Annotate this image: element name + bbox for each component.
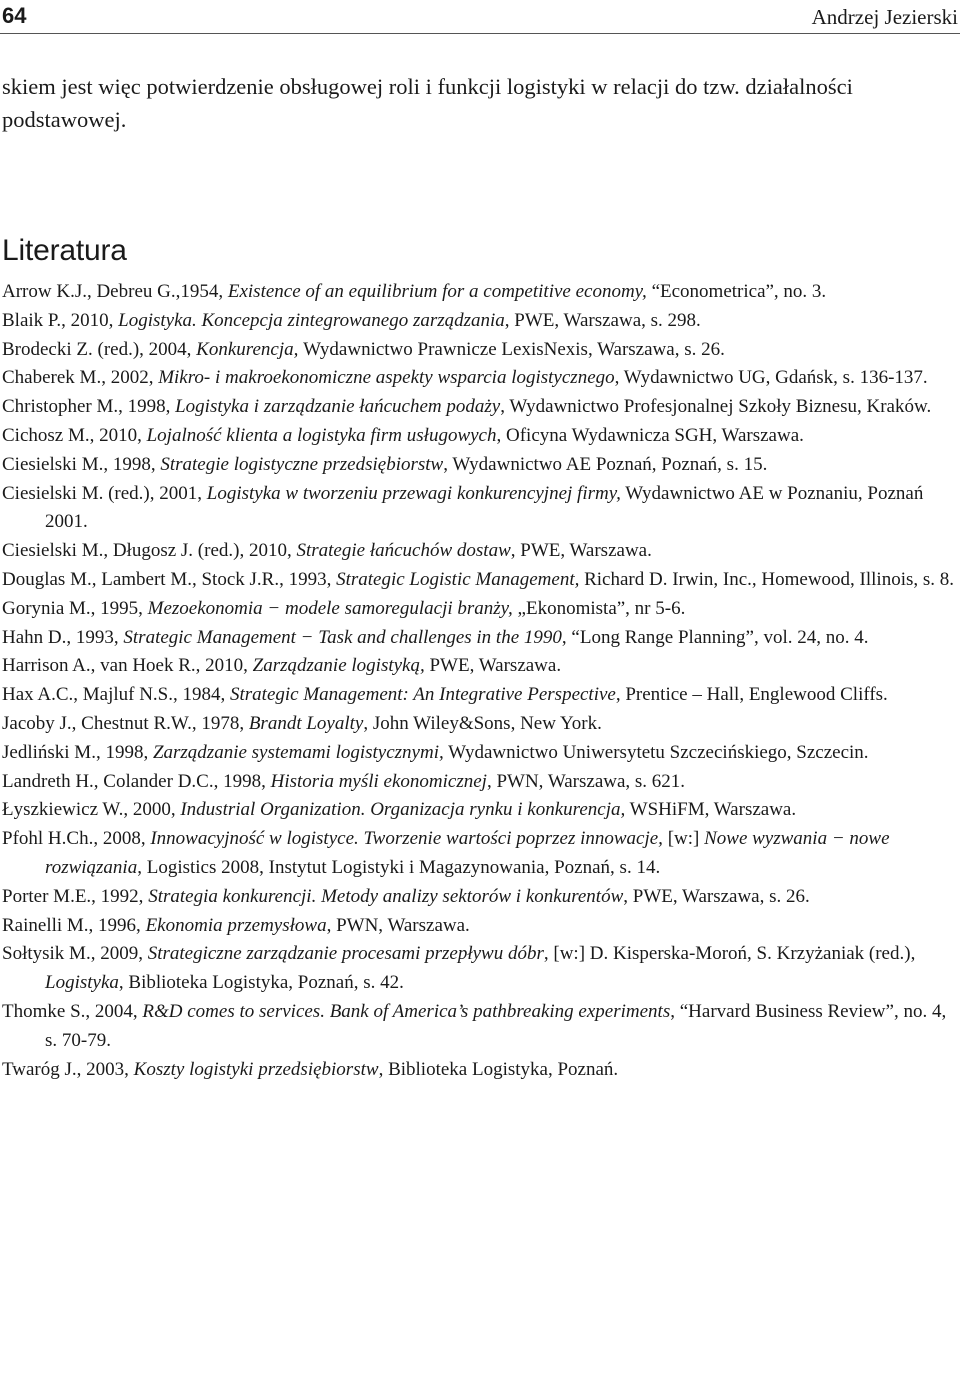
header-rule xyxy=(0,33,960,34)
reference-text: , John Wiley&Sons, New York. xyxy=(363,712,602,734)
reference-entry xyxy=(2,451,960,480)
reference-text: WSHiFM, Warszawa. xyxy=(625,799,797,821)
reference-text: Blaik P., 2010, xyxy=(2,309,119,331)
reference-title-italic: Strategic Logistic Management, xyxy=(336,568,580,590)
reference-entry xyxy=(2,710,960,739)
reference-text: , PWE, Warszawa, s. 298. xyxy=(504,309,701,331)
reference-text: „Ekonomista”, nr 5-6. xyxy=(517,597,686,619)
reference-title-italic: Strategic Management: An Integrative Perspective xyxy=(230,684,616,706)
reference-text: Rainelli M., 1996, xyxy=(2,914,146,936)
reference-title-italic: Logistyka xyxy=(45,972,119,994)
reference-entry xyxy=(2,739,960,768)
reference-title-italic: Konkurencja, xyxy=(196,338,304,360)
reference-title-italic: Zarządzanie systemami logistycznymi, xyxy=(152,741,444,763)
reference-title-italic: Koszty logistyki przedsiębiorstw xyxy=(133,1058,379,1080)
reference-entry xyxy=(2,422,960,451)
reference-text: , Logistics 2008, Instytut Logistyki i Magazynowania, Poznań, s. 14. xyxy=(137,856,661,878)
reference-entry xyxy=(2,883,960,912)
reference-list xyxy=(2,278,960,1084)
reference-entry xyxy=(2,364,960,393)
reference-text: Arrow K.J., Debreu G.,1954, xyxy=(2,281,228,302)
reference-text: , Biblioteka Logistyka, Poznań, s. 42. xyxy=(118,972,404,994)
reference-text: Jacoby J., Chestnut R.W., 1978, xyxy=(2,712,249,734)
reference-text: , Wydawnictwo Profesjonalnej Szkoły Biznesu, Kraków. xyxy=(500,396,932,418)
reference-entry xyxy=(2,278,960,307)
reference-text: Thomke S., 2004, xyxy=(2,1000,143,1022)
reference-text: Ciesielski M. (red.), 2001, xyxy=(2,482,207,504)
reference-title-italic: Strategie logistyczne przedsiębiorstw xyxy=(160,453,444,475)
reference-text: , Biblioteka Logistyka, Poznań. xyxy=(378,1058,619,1080)
reference-text: Twaróg J., 2003, xyxy=(2,1058,134,1080)
reference-text: , Prentice – Hall, Englewood Cliffs. xyxy=(615,684,888,706)
reference-title-italic: Industrial Organization. Organizacja rynku i konkurencja, xyxy=(180,799,626,821)
reference-text: , PWN, Warszawa, s. 621. xyxy=(486,770,686,792)
reference-text: , Wydawnictwo AE Poznań, Poznań, s. 15. xyxy=(443,453,768,475)
reference-text: Sołtysik M., 2009, xyxy=(2,943,148,965)
reference-text: , PWE, Warszawa, s. 26. xyxy=(623,885,810,907)
reference-text: , “Harvard Business Review”, no. 4, s. 70-79. xyxy=(45,1000,947,1051)
reference-entry xyxy=(2,595,960,624)
reference-text: Richard D. Irwin, Inc., Homewood, Illinois, s. 8. xyxy=(579,568,955,590)
reference-entry xyxy=(2,998,960,1056)
reference-title-italic: Strategiczne zarządzanie procesami przepływu dóbr xyxy=(147,943,544,965)
intro-paragraph: skiem jest więc potwierdzenie obsługowej roli i funkcji logistyki w relacji do tzw. działalności podstawowej. xyxy=(2,74,853,132)
reference-entry xyxy=(2,393,960,422)
reference-title-italic: Strategie łańcuchów dostaw xyxy=(296,540,511,562)
reference-text: Hax A.C., Majluf N.S., 1984, xyxy=(2,684,230,706)
reference-text: Hahn D., 1993, xyxy=(2,626,124,648)
reference-text: , Wydawnictwo UG, Gdańsk, s. 136-137. xyxy=(614,367,928,389)
reference-text: “Econometrica”, no. 3. xyxy=(651,281,827,302)
reference-text: Landreth H., Colander D.C., 1998, xyxy=(2,770,271,792)
reference-title-italic: Ekonomia przemysłowa xyxy=(145,914,327,936)
page-header xyxy=(0,0,960,34)
reference-title-italic: Strategic Management − Task and challenges in the 1990 xyxy=(123,626,562,648)
reference-title-italic: Lojalność klienta a logistyka firm usługowych xyxy=(146,424,497,446)
reference-entry xyxy=(2,681,960,710)
reference-title-italic: Historia myśli ekonomicznej xyxy=(270,770,487,792)
reference-entry xyxy=(2,825,960,883)
reference-text: [w:] xyxy=(662,828,705,850)
page-number: 64 xyxy=(2,3,27,28)
reference-text: Gorynia M., 1995, xyxy=(2,597,148,619)
reference-entry xyxy=(2,652,960,681)
reference-title-italic: Brandt Loyalty xyxy=(248,712,364,734)
reference-text: Pfohl H.Ch., 2008, xyxy=(2,828,151,850)
reference-text: Douglas M., Lambert M., Stock J.R., 1993, xyxy=(2,568,337,590)
reference-entry xyxy=(2,566,960,595)
reference-entry xyxy=(2,537,960,566)
reference-entry xyxy=(2,307,960,336)
reference-text: , Oficyna Wydawnicza SGH, Warszawa. xyxy=(496,424,804,446)
reference-text: Chaberek M., 2002, xyxy=(2,367,159,389)
reference-entry xyxy=(2,768,960,797)
reference-title-italic: Mikro- i makroekonomiczne aspekty wsparcia logistycznego xyxy=(158,367,615,389)
reference-title-italic: Logistyka w tworzeniu przewagi konkurencyjnej firmy, xyxy=(206,482,621,504)
reference-text: Łyszkiewicz W., 2000, xyxy=(2,799,181,821)
reference-text: , PWN, Warszawa. xyxy=(326,914,470,936)
reference-text: Porter M.E., 1992, xyxy=(2,885,149,907)
reference-text: Wydawnictwo AE w Poznaniu, Poznań 2001. xyxy=(45,482,924,533)
section-title: Literatura xyxy=(2,234,127,267)
reference-text: Jedliński M., 1998, xyxy=(2,741,153,763)
reference-text: PWE, Warszawa. xyxy=(424,655,562,677)
reference-text: Brodecki Z. (red.), 2004, xyxy=(2,338,197,360)
reference-text: Harrison A., van Hoek R., 2010, xyxy=(2,655,253,677)
reference-text: Wydawnictwo Uniwersytetu Szczecińskiego, Szczecin. xyxy=(443,741,869,763)
reference-title-italic: Zarządzanie logistyką, xyxy=(252,655,425,677)
reference-title-italic: Existence of an equilibrium for a competitive economy, xyxy=(227,281,652,302)
reference-title-italic: Logistyka i zarządzanie łańcuchem podaży xyxy=(175,396,501,418)
reference-title-italic: Innowacyjność w logistyce. Tworzenie wartości poprzez innowacje, xyxy=(150,828,663,850)
reference-entry xyxy=(2,796,960,825)
reference-entry xyxy=(2,1056,960,1085)
reference-title-italic: Logistyka. Koncepcja zintegrowanego zarządzania xyxy=(118,309,505,331)
reference-text: , “Long Range Planning”, vol. 24, no. 4. xyxy=(561,626,869,648)
reference-text: Christopher M., 1998, xyxy=(2,396,176,418)
reference-text: , PWE, Warszawa. xyxy=(510,540,652,562)
reference-text: , [w:] D. Kisperska-Moroń, S. Krzyżaniak (red.), xyxy=(543,943,916,965)
reference-text: Wydawnictwo Prawnicze LexisNexis, Warszawa, s. 26. xyxy=(303,338,725,360)
reference-entry xyxy=(2,940,960,998)
reference-entry xyxy=(2,912,960,941)
reference-title-italic: R&D comes to services. Bank of America’s pathbreaking experiments xyxy=(142,1000,671,1022)
reference-entry xyxy=(2,624,960,653)
reference-text: Cichosz M., 2010, xyxy=(2,424,147,446)
running-head-author: Andrzej Jezierski xyxy=(811,5,958,29)
reference-text: Ciesielski M., Długosz J. (red.), 2010, xyxy=(2,540,297,562)
reference-text: Ciesielski M., 1998, xyxy=(2,453,161,475)
reference-title-italic: Mezoekonomia − modele samoregulacji branży, xyxy=(147,597,518,619)
reference-title-italic: Strategia konkurencji. Metody analizy sektorów i konkurentów xyxy=(148,885,624,907)
reference-title-italic: Nowe wyzwania − nowe rozwiązania xyxy=(45,828,890,878)
reference-entry xyxy=(2,336,960,365)
reference-entry xyxy=(2,480,960,538)
